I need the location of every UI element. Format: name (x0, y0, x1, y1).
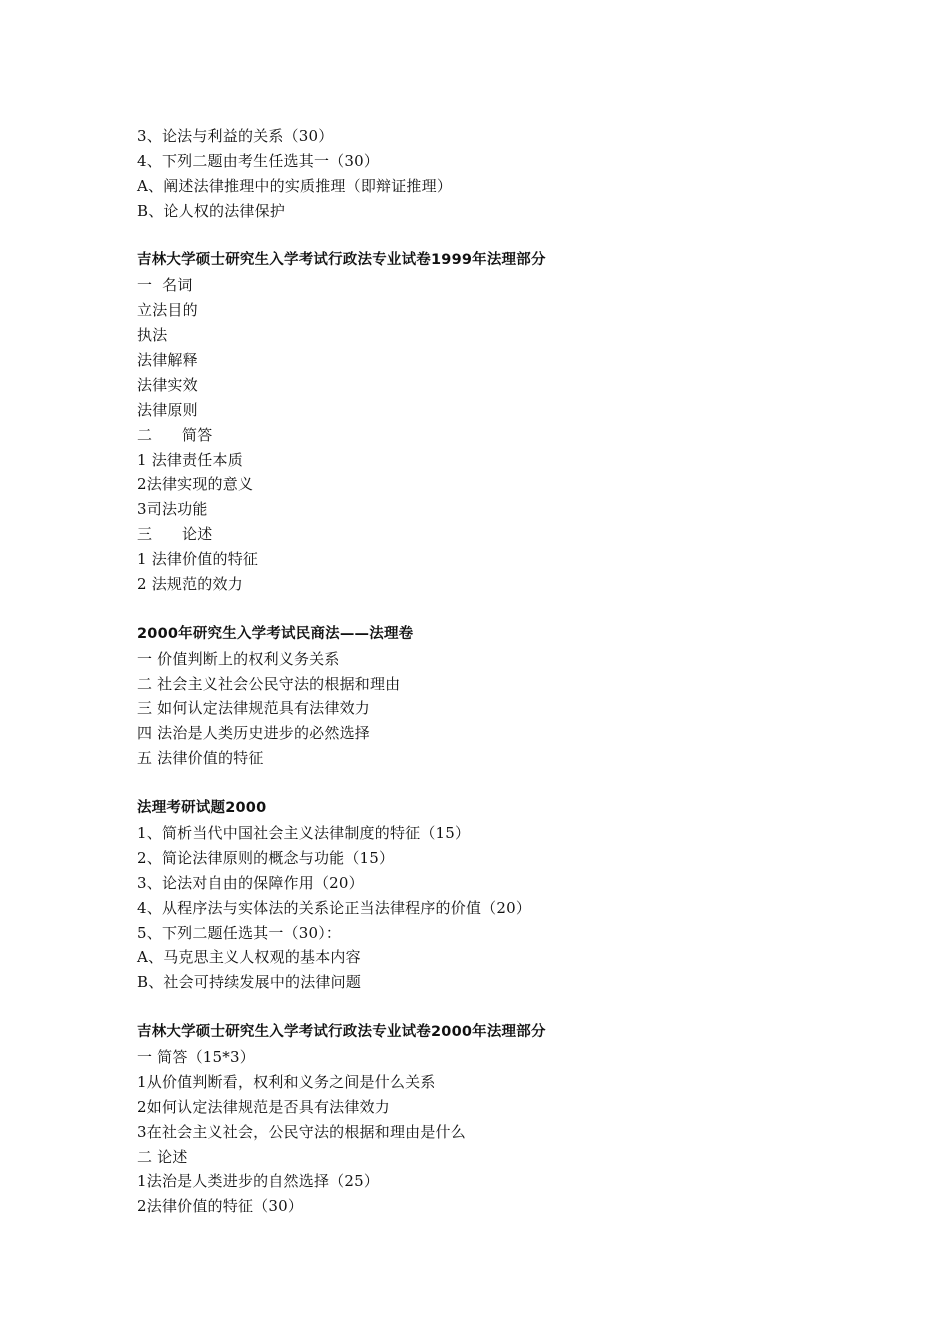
question-option-line: A、马克思主义人权观的基本内容 (137, 948, 361, 967)
question-line: 2 法规范的效力 (137, 575, 243, 594)
section-jilin-2000 (137, 1020, 897, 1219)
term-item: 法律实效 (137, 375, 198, 394)
question-option-line: B、社会可持续发展中的法律问题 (137, 973, 362, 992)
section-heading: 吉林大学硕士研究生入学考试行政法专业试卷1999年法理部分 (137, 252, 546, 269)
question-line: 1 法律价值的特征 (137, 550, 259, 569)
term-item: 执法 (137, 326, 168, 345)
question-line: 一 价值判断上的权利义务关系 (137, 649, 340, 668)
part-title: 一 名词 (137, 276, 193, 295)
question-line: 4、下列二题由考生任选其一（30） (137, 151, 380, 170)
part-title: 一 简答（15*3） (137, 1047, 255, 1066)
question-line: 5、下列二题任选其一（30）： (137, 923, 342, 942)
question-line: 二 社会主义社会公民守法的根据和理由 (137, 674, 401, 693)
question-line: 3、论法对自由的保障作用（20） (137, 873, 364, 892)
question-option-line: A、阐述法律推理中的实质推理（即辩证推理） (137, 176, 453, 195)
question-line: 五 法律价值的特征 (137, 749, 264, 768)
part-title: 二 简答 (137, 425, 213, 444)
section-heading: 2000年研究生入学考试民商法——法理卷 (137, 625, 414, 642)
section-heading: 法理考研试题2000 (137, 800, 267, 817)
section-continuation (137, 124, 897, 224)
section-jurisprudence-2000 (137, 796, 897, 995)
section-jilin-1999 (137, 248, 897, 596)
document-body (137, 124, 897, 1219)
term-item: 法律解释 (137, 351, 198, 370)
question-line: 四 法治是人类历史进步的必然选择 (137, 724, 370, 743)
question-option-line: B、论人权的法律保护 (137, 201, 286, 220)
section-heading: 吉林大学硕士研究生入学考试行政法专业试卷2000年法理部分 (137, 1024, 546, 1041)
section-civil-commercial-2000 (137, 622, 897, 771)
section-gap (137, 995, 897, 1020)
question-line: 1、简析当代中国社会主义法律制度的特征（15） (137, 823, 471, 842)
question-line: 2法律价值的特征（30） (137, 1197, 304, 1216)
section-gap (137, 224, 897, 249)
question-line: 1从价值判断看，权利和义务之间是什么关系 (137, 1072, 436, 1091)
question-line: 2如何认定法律规范是否具有法律效力 (137, 1097, 390, 1116)
section-gap (137, 771, 897, 796)
question-line: 1 法律责任本质 (137, 450, 243, 469)
question-line: 3、论法与利益的关系（30） (137, 127, 334, 145)
part-title: 三 论述 (137, 525, 213, 544)
part-title: 二 论述 (137, 1147, 188, 1166)
question-line: 1法治是人类进步的自然选择（25） (137, 1172, 380, 1191)
question-line: 3在社会主义社会，公民守法的根据和理由是什么 (137, 1122, 466, 1141)
question-line: 2法律实现的意义 (137, 475, 254, 494)
question-line: 2、简论法律原则的概念与功能（15） (137, 848, 395, 867)
question-line: 4、从程序法与实体法的关系论正当法律程序的价值（20） (137, 898, 532, 917)
term-item: 法律原则 (137, 400, 198, 419)
section-gap (137, 597, 897, 622)
question-line: 3司法功能 (137, 500, 208, 519)
question-line: 三 如何认定法律规范具有法律效力 (137, 699, 370, 718)
term-item: 立法目的 (137, 301, 198, 320)
